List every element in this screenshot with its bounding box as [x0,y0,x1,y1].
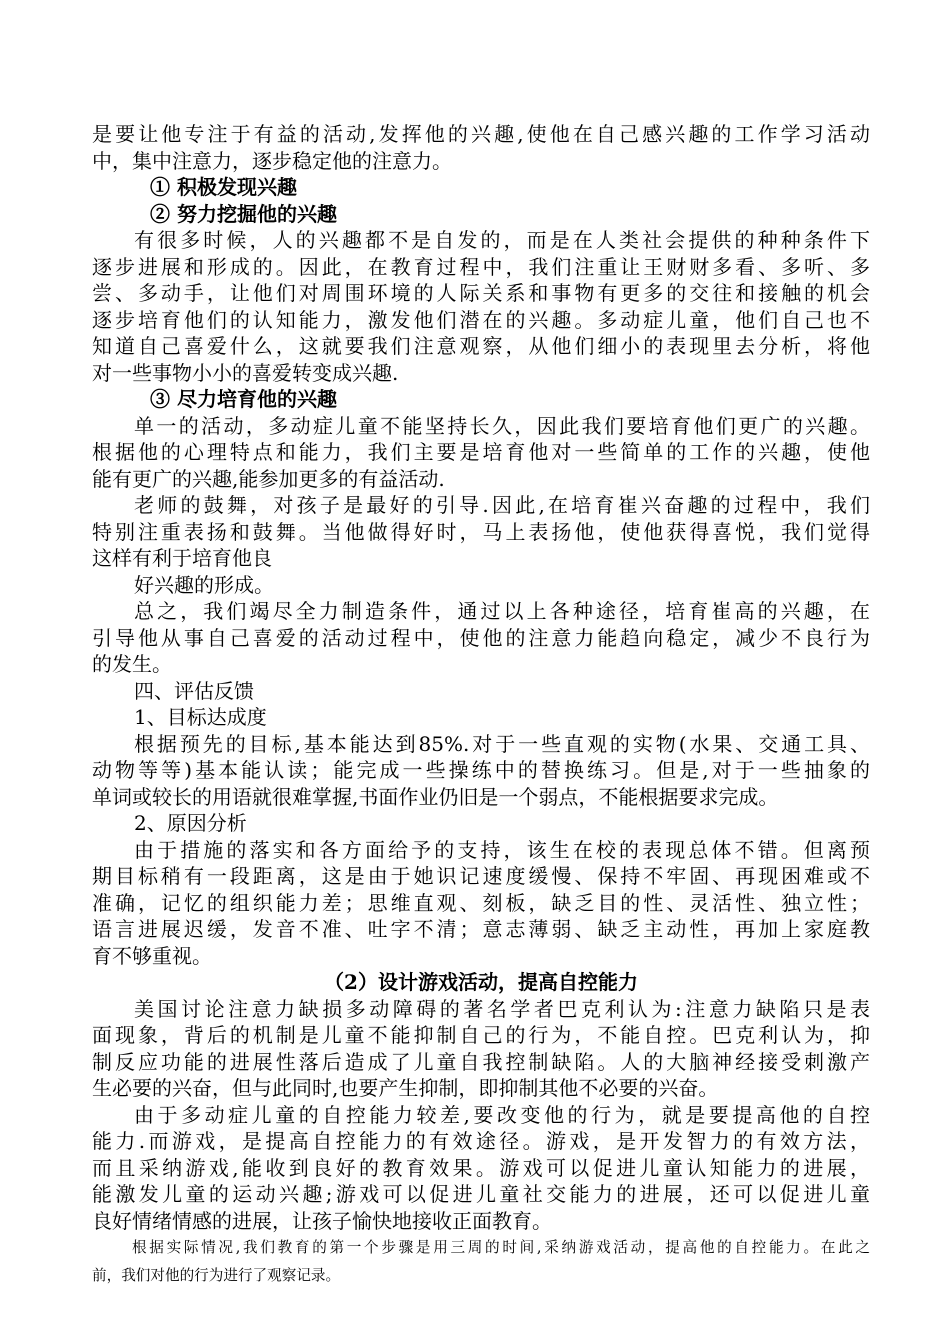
text-line: 而且采纳游戏,能收到良好的教育效果。游戏可以促进儿童认知能力的进展， [92,1155,870,1180]
paragraph [92,121,870,174]
paragraph [92,598,870,678]
text-line: 总之，我们竭尽全力制造条件，通过以上各种途径，培育崔高的兴趣，在 [134,599,870,623]
text-line: 根据他的心理特点和能力，我们主要是培育他对一些简单的工作的兴趣，使他 [92,440,870,464]
text-line: 动物等等)基本能认读；能完成一些操练中的替换练习。但是,对于一些抽象的 [92,758,870,782]
text-line: 的发生。 [92,652,172,676]
text-line: 生必要的兴奋，但与此同时,也要产生抑制，即抑制其他不必要的兴奋。 [92,1076,719,1100]
paragraph [92,996,870,1102]
text-line: 单一的活动，多动症儿童不能坚持长久，因此我们要培育他们更广的兴趣。 [134,413,870,438]
text-line: 对一些事物小小的喜爱转变成兴趣. [92,360,399,385]
paragraph [92,731,870,811]
text-line: 能激发儿童的运动兴趣;游戏可以促进儿童社交能力的进展，还可以促进儿童 [92,1182,870,1206]
text-line: 期目标稍有一段距离，这是由于她识记速度缓慢、保持不牢固、再现困难或不 [92,864,870,888]
text-line: 单词或较长的用语就很难掌握,书面作业仍旧是一个弱点，不能根据要求完成。 [92,784,779,809]
paragraph [92,837,870,970]
paragraph [92,810,870,837]
text-line: 中，集中注意力，逐步稳定他的注意力。 [92,148,452,173]
text-line: 美国讨论注意力缺损多动障碍的著名学者巴克利认为:注意力缺陷只是表 [134,996,870,1021]
text-line: 根据预先的目标,基本能达到85%.对于一些直观的实物(水果、交通工具、 [134,731,870,756]
text-line: 特别注重表扬和鼓舞。当他做得好时，马上表扬他，使他获得喜悦，我们觉得 [92,519,870,544]
text-line: 好兴趣的形成。 [134,572,274,597]
text-line: 能力.而游戏，是提高自控能力的有效途径。游戏，是开发智力的有效方法， [92,1129,870,1153]
section-heading [92,969,870,996]
text-line: 逐步培育他们的认知能力，激发他们潜在的兴趣。多动症儿童，他们自己也不 [92,307,870,332]
text-line: 老师的鼓舞，对孩子是最好的引导.因此,在培育崔兴奋趣的过程中，我们 [134,493,870,517]
text-line: 知道自己喜爱什么，这就要我们注意观察，从他们细小的表现里去分析，将他 [92,334,870,358]
text-line: ③ 尽力培育他的兴趣 [150,387,337,411]
text-line: ① 积极发现兴趣 [150,175,297,199]
subheading [92,201,870,228]
text-line: 能有更广的兴趣,能参加更多的有益活动. [92,466,445,491]
text-line: 良好情绪情感的进展，让孩子愉快地接收正面教育。 [92,1208,552,1233]
paragraph [92,704,870,731]
text-line: 根据实际情况,我们教育的第一个步骤是用三周的时间,采纳游戏活动，提高他的自控能力。在此之 [132,1239,870,1256]
text-line: 语言进展迟缓，发音不准、吐字不清；意志薄弱、缺乏主动性，再加上家庭教 [92,917,870,941]
subheading [92,174,870,201]
paragraph [92,1102,870,1235]
paragraph [92,492,870,572]
text-line: 是要让他专注于有益的活动,发挥他的兴趣,使他在自己感兴趣的工作学习活动 [92,122,870,146]
text-line: 这样有利于培育他良 [92,546,272,570]
text-line: 制反应功能的进展性落后造成了儿童自我控制缺陷。人的大脑神经接受刺激产 [92,1049,870,1074]
text-line: 由于多动症儿童的自控能力较差,要改变他的行为，就是要提高他的自控 [134,1102,870,1127]
text-line: 四、评估反馈 [134,678,254,703]
text-line: （2）设计游戏活动，提高自控能力 [324,970,638,994]
text-line: 尝、多动手，让他们对周围环境的人际关系和事物有更多的交往和接触的机会 [92,281,870,305]
text-line: 1、目标达成度 [134,705,267,729]
paragraph [92,227,870,386]
text-line: 准确，记忆的组织能力差；思维直观、刻板，缺乏目的性、灵活性、独立性； [92,890,870,915]
paragraph [92,678,870,705]
paragraph [92,413,870,493]
text-line: ② 努力挖掘他的兴趣 [150,201,337,226]
text-line: 有很多时候，人的兴趣都不是自发的，而是在人类社会提供的种种条件下 [134,228,870,252]
text-line: 由于措施的落实和各方面给予的支持，该生在校的表现总体不错。但离预 [134,837,870,862]
footnote-paragraph [92,1234,870,1290]
text-line: 2、原因分析 [134,811,247,835]
text-line: 育不够重视。 [92,943,212,968]
document-page [92,121,870,1290]
paragraph [92,572,870,599]
text-line: 前，我们对他的行为进行了观察记录。 [92,1267,341,1284]
text-line: 引导他从事自己喜爱的活动过程中，使他的注意力能趋向稳定，减少不良行为 [92,625,870,650]
text-line: 面现象，背后的机制是儿童不能抑制自己的行为，不能自控。巴克利认为，抑 [92,1023,870,1047]
subheading [92,386,870,413]
text-line: 逐步进展和形成的。因此，在教育过程中，我们注重让王财财多看、多听、多 [92,254,870,279]
